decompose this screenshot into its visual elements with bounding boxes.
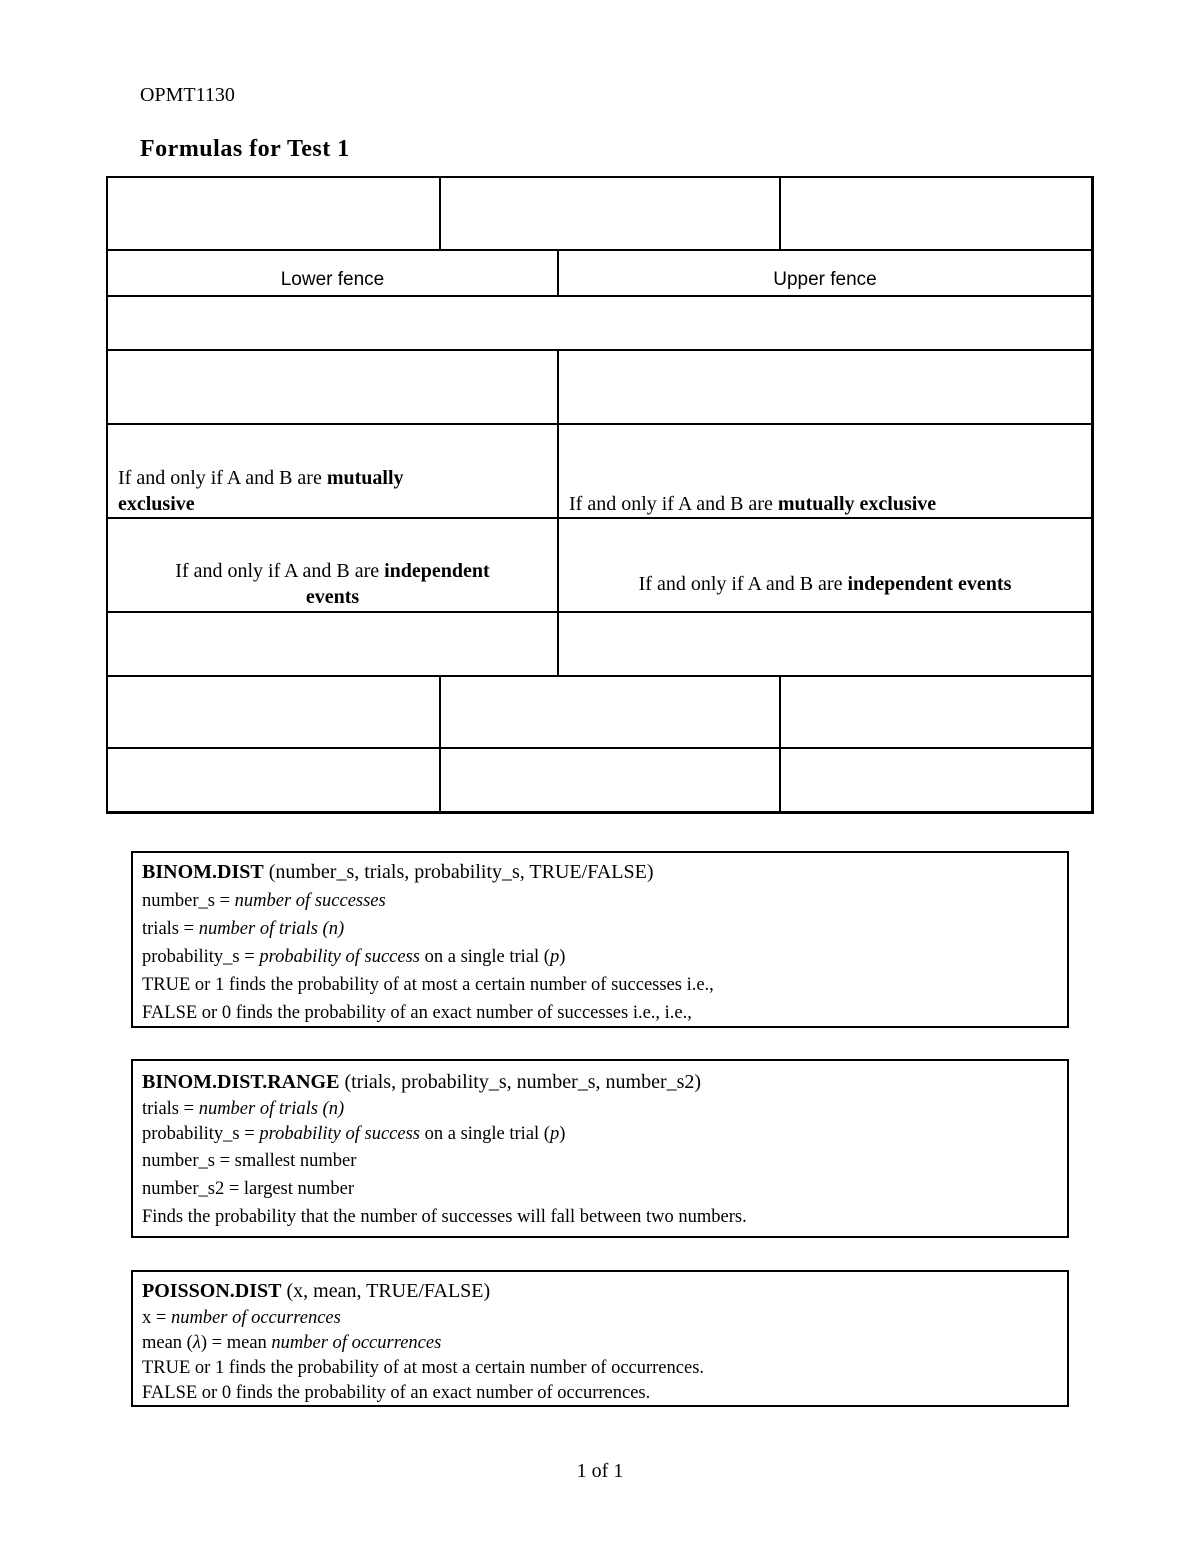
col-divider [779,675,781,813]
binom-range-line: number_s = smallest number [142,1151,357,1171]
col-divider [439,675,441,813]
page-number: 1 of 1 [576,1460,624,1482]
row-divider [106,249,1094,251]
row-divider [106,295,1094,297]
poisson-dist-line: FALSE or 0 finds the probability of an exact number of occurrences. [142,1383,651,1403]
independent-left-text: If and only if A and B are independent events [175,560,490,608]
independent-right-text: If and only if A and B are independent events [638,573,1012,595]
table-border-right [1091,176,1094,814]
poisson-dist-line: mean (λ) = mean number of occurrences [142,1333,442,1353]
lower-fence-label: Lower fence [280,269,385,290]
col-divider [439,176,441,250]
binom-dist-line: FALSE or 0 finds the probability of an exact number of successes i.e., i.e., [142,1003,692,1023]
binom-range-line: number_s2 = largest number [142,1179,355,1199]
row-divider [106,349,1094,351]
binom-range-line: Finds the probability that the number of successes will fall between two numbers. [142,1207,747,1227]
row-divider [106,675,1094,677]
row-divider [106,423,1094,425]
binom-range-box [131,1059,1069,1238]
col-divider [779,176,781,250]
binom-dist-line: number_s = number of successes [142,891,386,911]
binom-range-line: trials = number of trials (n) [142,1099,345,1119]
row-divider [106,611,1094,613]
table-border-bottom [106,811,1094,814]
poisson-dist-line: x = number of occurrences [142,1308,341,1328]
table-border-top [106,176,1094,178]
poisson-dist-line: TRUE or 1 finds the probability of at most a certain number of occurrences. [142,1358,705,1378]
poisson-dist-heading: POISSON.DIST (x, mean, TRUE/FALSE) [142,1280,491,1302]
mutually-exclusive-right-text: If and only if A and B are mutually exclusive [569,493,937,515]
upper-fence-label: Upper fence [773,269,877,290]
binom-dist-heading: BINOM.DIST (number_s, trials, probability_s, TRUE/FALSE) [142,861,654,883]
binom-dist-line: trials = number of trials (n) [142,919,345,939]
binom-range-heading: BINOM.DIST.RANGE (trials, probability_s, number_s, number_s2) [142,1071,702,1093]
row-divider [106,517,1094,519]
course-code: OPMT1130 [140,84,235,106]
binom-range-line: probability_s = probability of success on a single trial (p) [142,1124,566,1144]
binom-dist-line: TRUE or 1 finds the probability of at most a certain number of successes i.e., [142,975,714,995]
row-divider [106,747,1094,749]
mutually-exclusive-left-text: If and only if A and B are mutually exclusive [118,467,404,515]
page-title: Formulas for Test 1 [140,136,350,162]
poisson-dist-box [131,1270,1069,1407]
col-divider [557,349,559,676]
binom-dist-line: probability_s = probability of success on a single trial (p) [142,947,566,967]
binom-dist-box [131,851,1069,1028]
